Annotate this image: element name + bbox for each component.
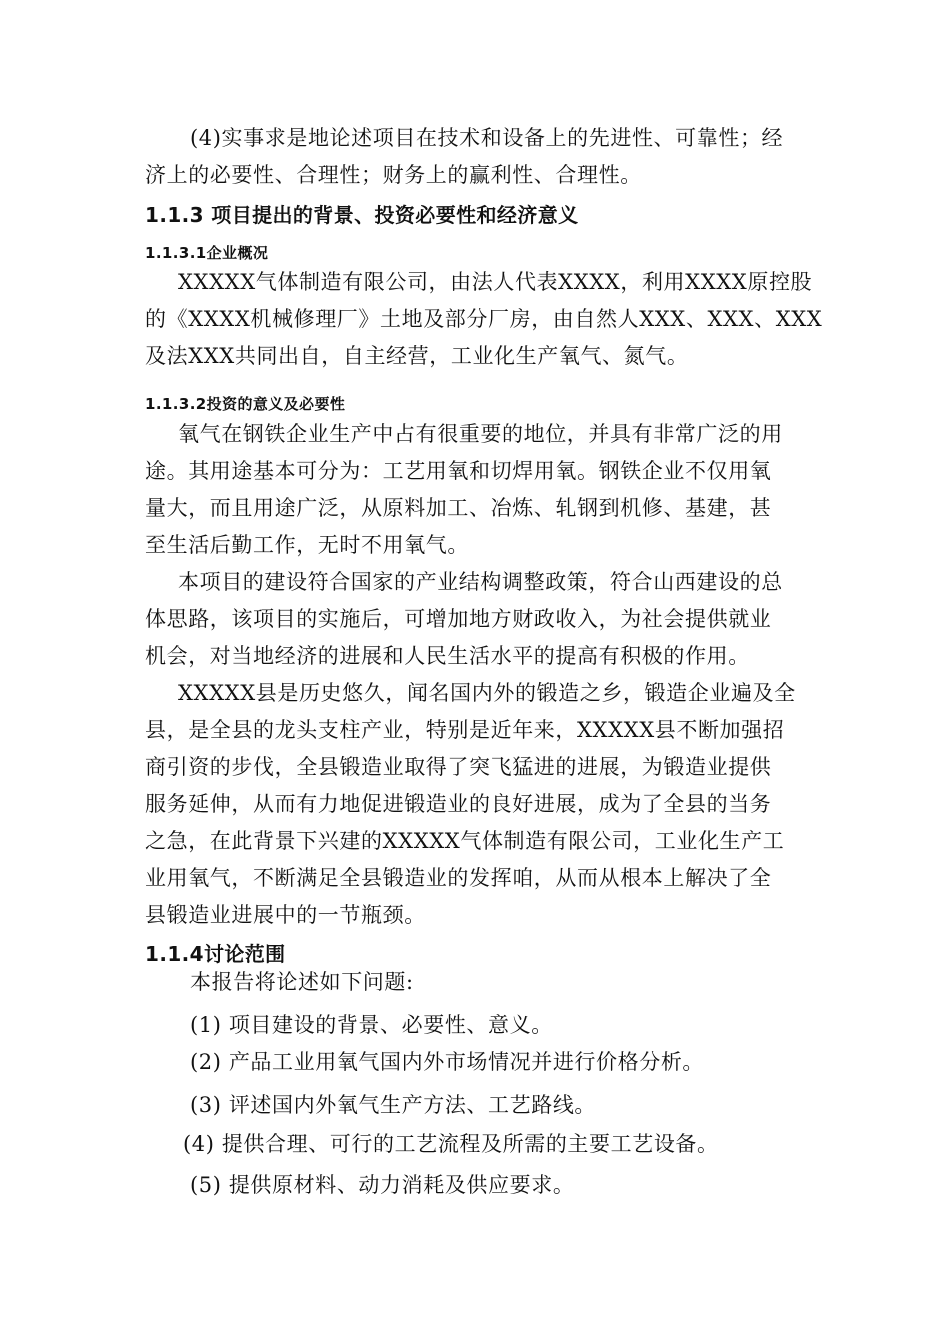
body-text-line: 量大，而且用途广泛，从原料加工、冶炼、轧钢到机修、基建，甚	[145, 496, 772, 520]
list-item: (2) 产品工业用氧气国内外市场情况并进行价格分析。	[190, 1050, 705, 1074]
body-text-line: 本项目的建设符合国家的产业结构调整政策，符合山西建设的总	[178, 570, 783, 594]
body-text-line: 服务延伸，从而有力地促进锻造业的良好进展，成为了全县的当务	[145, 792, 772, 816]
body-text-line: (4)实事求是地论述项目在技术和设备上的先进性、可靠性；经	[190, 126, 784, 150]
body-text-line: 本报告将论述如下问题:	[190, 970, 414, 994]
body-text-line: 之急，在此背景下兴建的XXXXX气体制造有限公司，工业化生产工	[145, 829, 785, 853]
subsection-heading-1-1-3-1: 1.1.3.1企业概况	[145, 244, 269, 262]
list-item: (1) 项目建设的背景、必要性、意义。	[190, 1013, 553, 1037]
list-item: (5) 提供原材料、动力消耗及供应要求。	[190, 1173, 575, 1197]
body-text-line: 商引资的步伐，全县锻造业取得了突飞猛进的进展，为锻造业提供	[145, 755, 772, 779]
body-text-line: XXXXX气体制造有限公司，由法人代表XXXX，利用XXXX原控股	[178, 270, 813, 294]
body-text-line: 途。其用途基本可分为：工艺用氧和切焊用氧。钢铁企业不仅用氧	[145, 459, 772, 483]
body-text-line: 的《XXXX机械修理厂》土地及部分厂房，由自然人XXX、XXX、XXX	[145, 307, 823, 331]
body-text-line: 县锻造业进展中的一节瓶颈。	[145, 903, 426, 927]
body-text-line: 至生活后勤工作，无时不用氧气。	[145, 533, 469, 557]
body-text-line: 氧气在钢铁企业生产中占有很重要的地位，并具有非常广泛的用	[178, 422, 783, 446]
list-item: (3) 评述国内外氧气生产方法、工艺路线。	[190, 1093, 597, 1117]
list-item: (4) 提供合理、可行的工艺流程及所需的主要工艺设备。	[183, 1132, 719, 1156]
body-text-line: 县，是全县的龙头支柱产业，特别是近年来，XXXXX县不断加强招	[145, 718, 785, 742]
body-text-line: 及法XXX共同出自，自主经营，工业化生产氧气、氮气。	[145, 344, 689, 368]
body-text-line: XXXXX县是历史悠久，闻名国内外的锻造之乡，锻造企业遍及全	[178, 681, 796, 705]
body-text-line: 机会，对当地经济的进展和人民生活水平的提高有积极的作用。	[145, 644, 750, 668]
subsection-heading-1-1-3-2: 1.1.3.2投资的意义及必要性	[145, 395, 346, 413]
body-text-line: 济上的必要性、合理性；财务上的赢利性、合理性。	[145, 163, 642, 187]
section-heading-1-1-3: 1.1.3 项目提出的背景、投资必要性和经济意义	[145, 203, 579, 227]
body-text-line: 业用氧气，不断满足全县锻造业的发挥咱，从而从根本上解决了全	[145, 866, 772, 890]
body-text-line: 体思路，该项目的实施后，可增加地方财政收入，为社会提供就业	[145, 607, 772, 631]
section-heading-1-1-4: 1.1.4讨论范围	[145, 942, 286, 966]
